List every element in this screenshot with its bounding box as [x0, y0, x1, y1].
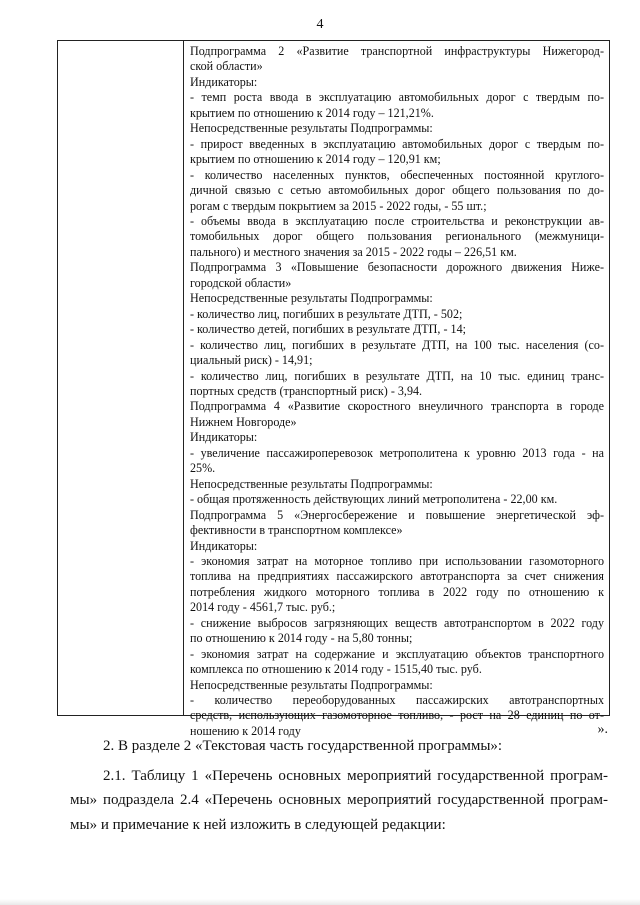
- table-right-cell: [184, 41, 609, 738]
- page-number: 4: [316, 17, 324, 32]
- table-text-line: - количество переоборудованных пассажирских автотранспортных: [190, 693, 604, 708]
- table-text-line: Подпрограмма 5 «Энергосбережение и повышение энергетической эф-: [190, 507, 604, 522]
- table-text-line: Подпрограмма 2 «Развитие транспортной инфраструктуры Нижегород-: [190, 44, 604, 58]
- program-table: [57, 40, 610, 738]
- table-text-line: городской области»: [190, 275, 292, 290]
- table-text-line: циальный риск) - 14,91;: [190, 353, 313, 368]
- table-text-line: Непосредственные результаты Подпрограммы:: [190, 291, 433, 306]
- table-text-line: топлива на предприятиях пассажирского автотранспорта за счет снижения: [190, 569, 604, 584]
- table-text-line: потребления жидкого моторного топлива в 2022 году по отношению к: [190, 584, 604, 599]
- table-text-line: - количество лиц, погибших в результате ДТП, на 10 тыс. единиц транс-: [190, 368, 604, 383]
- table-text-line: - количество детей, погибших в результате ДТП, - 14;: [190, 322, 466, 337]
- paragraph-2-1-line: 2.1. Таблицу 1 «Перечень основных мероприятий государственной програм-: [103, 768, 608, 784]
- table-text-line: рогам с твердым покрытием за 2015 - 2022 годы, - 55 шт.;: [190, 198, 487, 213]
- table-text-line: ской области»: [190, 59, 263, 74]
- table-text-line: крытием по отношению к 2014 году – 120,91 км;: [190, 152, 441, 167]
- table-text-line: - снижение выбросов загрязняющих веществ автотранспортом в 2022 году: [190, 615, 604, 630]
- table-text-line: Непосредственные результаты Подпрограммы:: [190, 121, 433, 136]
- table-text-line: 25%.: [190, 461, 216, 476]
- table-text-line: томобильных дорог общего пользования регионального (межмуници-: [190, 229, 604, 244]
- table-text-line: ношению к 2014 году: [190, 723, 301, 738]
- table-text-line: - объемы ввода в эксплуатацию после строительства и реконструкции ав-: [190, 213, 604, 228]
- table-text-line: пального) и местного значения за 2015 - 2022 годы – 226,51 км.: [190, 244, 517, 259]
- table-text-line: средств, использующих газомоторное топливо, - рост на 28 единиц по от-: [190, 708, 604, 723]
- table-text-line: Непосредственные результаты Подпрограммы:: [190, 677, 433, 692]
- table-text-line: 2014 году - 4561,7 тыс. руб.;: [190, 600, 336, 615]
- table-text-line: Подпрограмма 3 «Повышение безопасности дорожного движения Ниже-: [190, 260, 604, 275]
- table-left-cell: [58, 41, 184, 715]
- paragraph-2-1-line: мы» и примечание к ней изложить в следующей редакции:: [70, 817, 446, 833]
- table-text-line: - экономия затрат на моторное топливо при использовании газомоторного: [190, 553, 604, 568]
- table-text-line: - темп роста ввода в эксплуатацию автомобильных дорог с твердым по-: [190, 90, 604, 105]
- table-text-line: Индикаторы:: [190, 430, 258, 445]
- table-text-line: комплекса по отношению к 2014 году - 1515,40 тыс. руб.: [190, 662, 482, 677]
- table-text-line: портных средств (транспортный риск) - 3,94.: [190, 383, 423, 398]
- table-text-line: дичной связью с сетью автомобильных дорог общего пользования по до-: [190, 183, 604, 198]
- table-text-line: крытием по отношению к 2014 году – 121,21%.: [190, 105, 434, 120]
- section-2-heading-paragraph: 2. В разделе 2 «Текстовая часть государственной программы»:: [103, 738, 503, 754]
- scan-edge-shadow: [0, 899, 640, 905]
- table-text-line: Индикаторы:: [190, 74, 258, 89]
- table-text-line: - количество лиц, погибших в результате ДТП, на 100 тыс. населения (со-: [190, 337, 604, 352]
- table-text-line: - прирост введенных в эксплуатацию автомобильных дорог с твердым по-: [190, 136, 604, 151]
- table-text-line: Непосредственные результаты Подпрограммы:: [190, 476, 433, 491]
- table-text-line: по отношению к 2014 году - на 5,80 тонны;: [190, 631, 413, 646]
- table-text-line: - общая протяженность действующих линий метрополитена - 22,00 км.: [190, 492, 558, 507]
- table-text-line: - экономия затрат на содержание и эксплуатацию объектов транспортного: [190, 646, 604, 661]
- table-text-line: - количество лиц, погибших в результате ДТП, - 502;: [190, 306, 463, 321]
- table-text-line: - количество населенных пунктов, обеспеченных постоянной круглого-: [190, 167, 604, 182]
- table-text-line: Нижнем Новгороде»: [190, 414, 297, 429]
- closing-quote: ».: [597, 722, 608, 737]
- table-text-line: фективности в транспортном комплексе»: [190, 523, 403, 538]
- table-text-line: - увеличение пассажироперевозок метрополитена к уровню 2013 года - на: [190, 445, 604, 460]
- table-text-line: Индикаторы:: [190, 538, 258, 553]
- table-text-line: Подпрограмма 4 «Развитие скоростного внеуличного транспорта в городе: [190, 399, 604, 414]
- paragraph-2-1-line: мы» подраздела 2.4 «Перечень основных мероприятий государственной програм-: [70, 792, 608, 808]
